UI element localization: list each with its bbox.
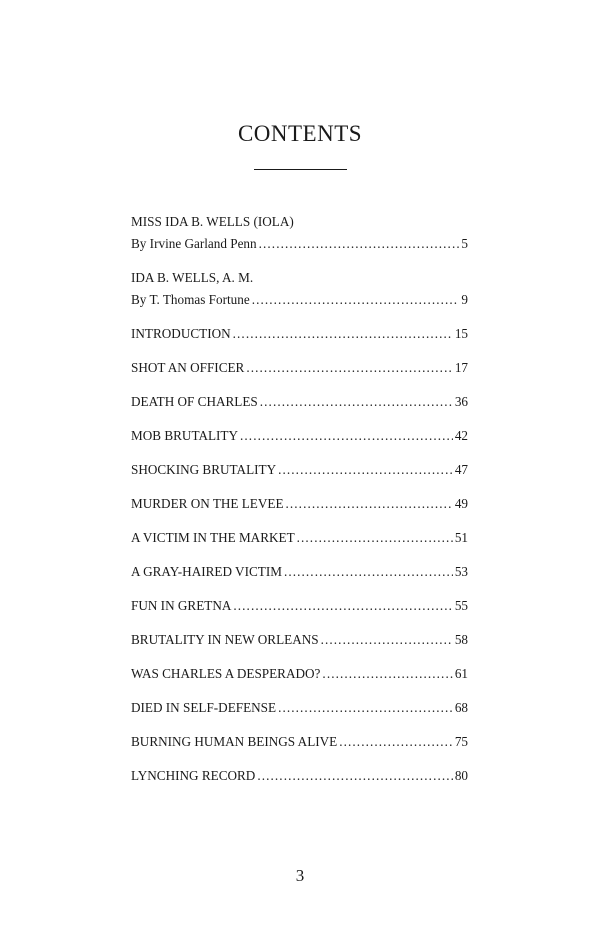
toc-page-number: 51	[454, 530, 468, 545]
toc-line	[131, 629, 468, 651]
dot-leader	[322, 663, 452, 685]
title-rule	[254, 169, 347, 170]
dot-leader	[260, 391, 453, 413]
toc-entry[interactable]	[131, 527, 468, 549]
dot-leader	[321, 629, 453, 651]
toc-page-number: 68	[454, 700, 468, 715]
toc-line	[131, 697, 468, 719]
dot-leader	[286, 493, 453, 515]
toc-entry[interactable]	[131, 425, 468, 447]
dot-leader	[246, 357, 452, 379]
toc-entry[interactable]	[131, 391, 468, 413]
contents-title: CONTENTS	[237, 121, 363, 146]
dot-leader	[240, 425, 453, 447]
toc-line	[131, 731, 468, 753]
toc-entry-title: By Irvine Garland Penn	[131, 236, 257, 251]
dot-leader	[233, 595, 452, 617]
dot-leader	[284, 561, 453, 583]
toc-page-number: 36	[454, 394, 468, 409]
toc-page-number: 61	[454, 666, 468, 681]
toc-entry-title: MOB BRUTALITY	[131, 428, 239, 443]
dot-leader	[278, 697, 453, 719]
toc-line[interactable]	[131, 289, 468, 311]
toc-heading: MISS IDA B. WELLS (IOLA)	[131, 214, 294, 229]
toc-entry-title: By T. Thomas Fortune	[131, 292, 250, 307]
toc-entry-iola	[131, 211, 468, 255]
toc-line	[131, 391, 468, 413]
toc-entry[interactable]	[131, 629, 468, 651]
toc-entry-title: SHOCKING BRUTALITY	[131, 462, 277, 477]
toc-page-number: 42	[454, 428, 468, 443]
toc-entry-title: A VICTIM IN THE MARKET	[131, 530, 295, 545]
toc-page-number: 80	[454, 768, 468, 783]
toc-line	[131, 527, 468, 549]
toc-line	[131, 323, 468, 345]
toc-entry-title: MURDER ON THE LEVEE	[131, 496, 284, 511]
toc-entry[interactable]	[131, 357, 468, 379]
toc-entry-title: DEATH OF CHARLES	[131, 394, 258, 409]
toc-page-number: 9	[461, 292, 468, 307]
toc-page-number: 49	[454, 496, 468, 511]
toc-entry[interactable]	[131, 697, 468, 719]
toc-line	[131, 663, 468, 685]
dot-leader	[297, 527, 453, 549]
dot-leader	[233, 323, 453, 345]
toc-page-number: 53	[454, 564, 468, 579]
toc-line	[131, 595, 468, 617]
toc-page-number: 5	[461, 236, 468, 251]
toc-entry[interactable]	[131, 663, 468, 685]
toc-entry[interactable]	[131, 459, 468, 481]
toc-entry-title: BURNING HUMAN BEINGS ALIVE	[131, 734, 338, 749]
toc-entry-title: BRUTALITY IN NEW ORLEANS	[131, 632, 319, 647]
toc-page-number: 58	[454, 632, 468, 647]
toc-entry-title: FUN IN GRETNA	[131, 598, 232, 613]
toc-entry-title: INTRODUCTION	[131, 326, 231, 341]
toc-heading: IDA B. WELLS, A. M.	[131, 270, 254, 285]
toc-entry-title: LYNCHING RECORD	[131, 768, 256, 783]
table-of-contents	[131, 211, 468, 799]
toc-line	[131, 765, 468, 787]
toc-page-number: 15	[454, 326, 468, 341]
toc-entry[interactable]	[131, 595, 468, 617]
dot-leader	[278, 459, 453, 481]
toc-entry[interactable]	[131, 765, 468, 787]
dot-leader	[259, 233, 460, 255]
toc-entry-title: DIED IN SELF-DEFENSE	[131, 700, 277, 715]
toc-entry-title: A GRAY-HAIRED VICTIM	[131, 564, 282, 579]
toc-page-number: 47	[454, 462, 468, 477]
toc-line	[131, 561, 468, 583]
dot-leader	[257, 765, 452, 787]
toc-page-number: 75	[454, 734, 468, 749]
page-number: 3	[295, 866, 305, 885]
toc-entry[interactable]	[131, 323, 468, 345]
toc-entry-fortune	[131, 267, 468, 311]
toc-page-number: 55	[454, 598, 468, 613]
toc-heading-line	[131, 211, 468, 233]
toc-entry-title: WAS CHARLES A DESPERADO?	[131, 666, 321, 681]
toc-line	[131, 493, 468, 515]
toc-heading-line	[131, 267, 468, 289]
toc-entry[interactable]	[131, 493, 468, 515]
toc-line	[131, 459, 468, 481]
toc-page-number: 17	[454, 360, 468, 375]
toc-entry[interactable]	[131, 731, 468, 753]
toc-line	[131, 357, 468, 379]
toc-line[interactable]	[131, 233, 468, 255]
toc-entry-title: SHOT AN OFFICER	[131, 360, 245, 375]
toc-line	[131, 425, 468, 447]
dot-leader	[339, 731, 453, 753]
dot-leader	[252, 289, 460, 311]
toc-entry[interactable]	[131, 561, 468, 583]
